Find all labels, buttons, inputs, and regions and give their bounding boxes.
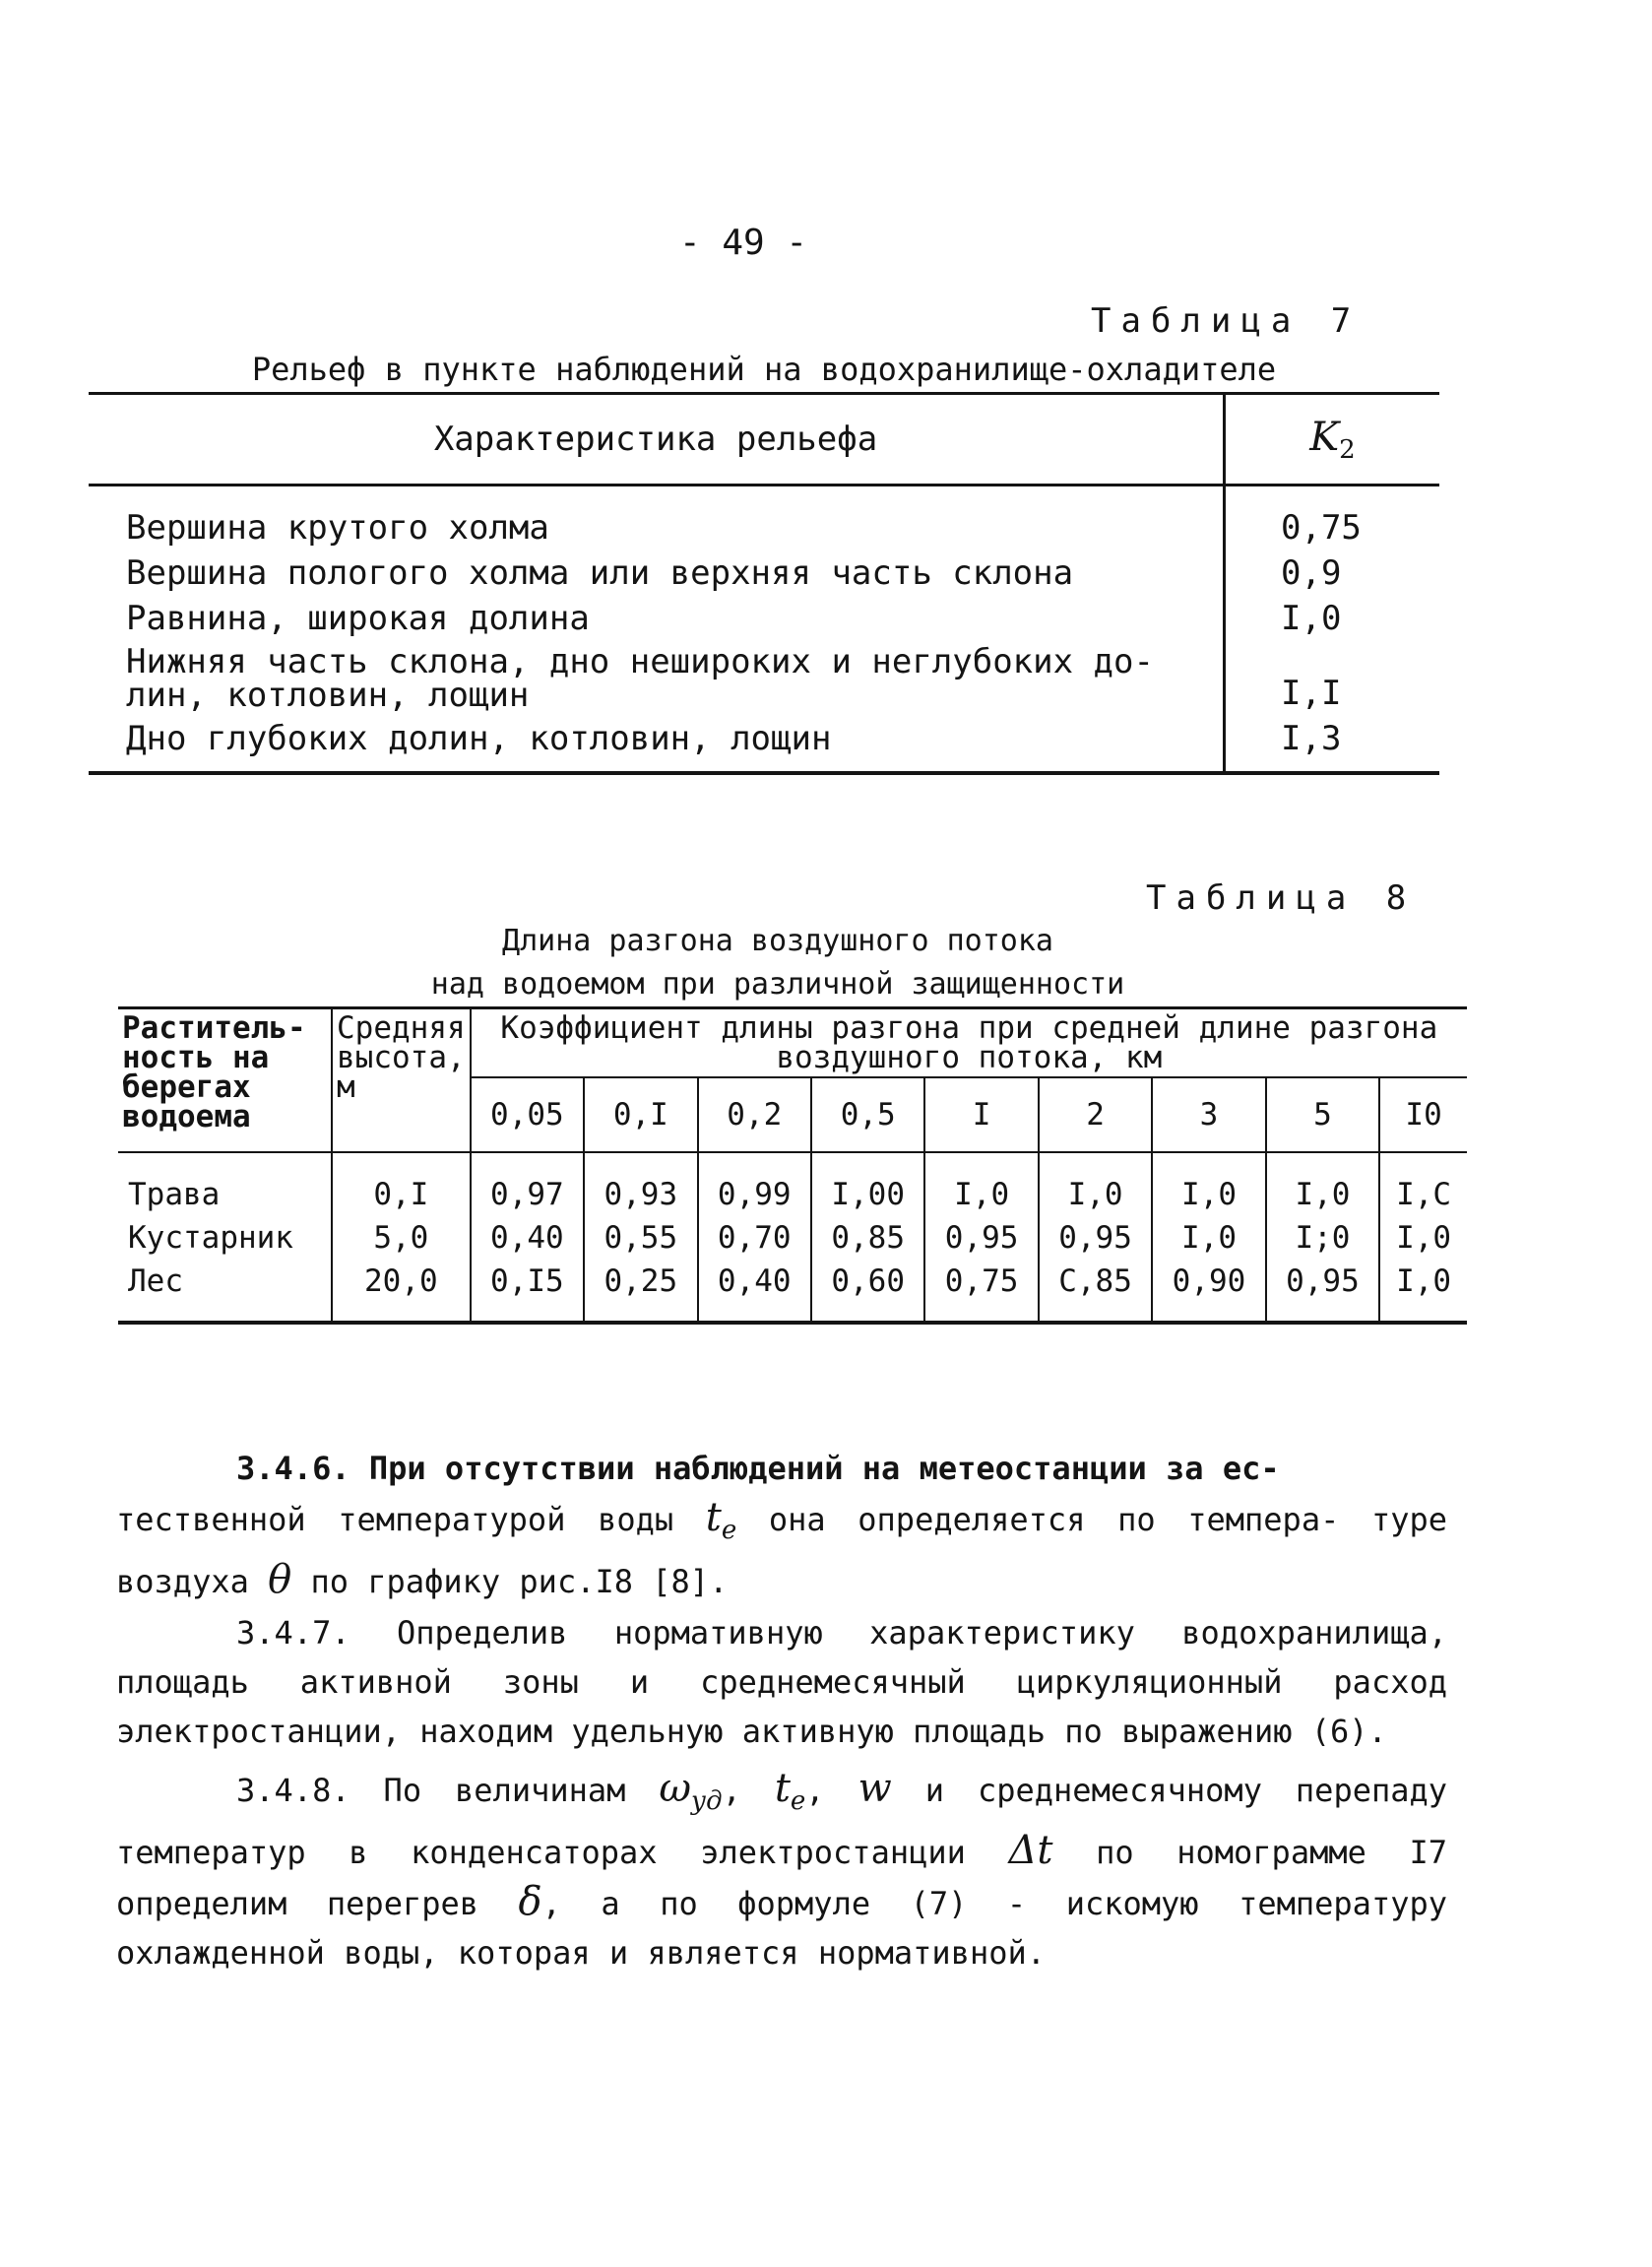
- table7-title: Рельеф в пункте наблюдений на водохранилище-охладителе: [251, 351, 1277, 388]
- table-row: [89, 551, 1439, 596]
- coef-value: 0,70: [698, 1216, 811, 1260]
- coef-value: 0,97: [471, 1152, 584, 1216]
- height-value: 0,I: [332, 1152, 471, 1216]
- header-distance: 5: [1266, 1077, 1379, 1152]
- sym-omega: ω: [659, 1766, 692, 1811]
- para1-text-c: она определяется по темпера-: [768, 1501, 1340, 1538]
- coef-value: 0,75: [924, 1260, 1038, 1323]
- header-distance: I0: [1379, 1077, 1467, 1152]
- header-distance: 0,I: [584, 1077, 697, 1152]
- coef-value: 0,95: [1266, 1260, 1379, 1323]
- specific-area-symbol: [659, 1766, 723, 1816]
- table-row: [89, 596, 1439, 641]
- sym-t: t: [705, 1495, 722, 1540]
- header-distance: 2: [1039, 1077, 1152, 1152]
- air-temp-symbol: θ: [268, 1557, 292, 1602]
- header-height: Средняя высота, м: [332, 1008, 471, 1153]
- water-temp-symbol: [774, 1766, 806, 1816]
- table7-caption: Таблица 7: [1091, 301, 1362, 341]
- coef-value: I,0: [1039, 1152, 1152, 1216]
- header-distance: 0,05: [471, 1077, 584, 1152]
- relief-k: 0,75: [1225, 486, 1440, 551]
- coef-value: I,0: [1152, 1152, 1265, 1216]
- height-value: 5,0: [332, 1216, 471, 1260]
- fetch-length-table: [118, 1006, 1467, 1325]
- sym-omega-sub: уд: [691, 1786, 723, 1816]
- para3-text-c: по номограмме I7 определим перегрев: [116, 1834, 1448, 1922]
- table-row: [89, 486, 1439, 551]
- coef-value: I,0: [924, 1152, 1038, 1216]
- para1-rest: [116, 1495, 1448, 1602]
- comma: ,: [805, 1772, 825, 1809]
- water-temp-symbol: [705, 1495, 737, 1545]
- header-vegetation: Раститель- ность на берегах водоема: [118, 1008, 332, 1153]
- coef-value: I,C: [1379, 1152, 1467, 1216]
- page-number: - 49 -: [679, 223, 808, 263]
- table8-title-line2: над водоемом при различной защищенности: [430, 967, 1125, 1002]
- overheat-symbol: δ: [518, 1879, 542, 1924]
- coef-value: 0,95: [1039, 1216, 1152, 1260]
- sym-t-sub: e: [721, 1516, 737, 1545]
- coef-value: 0,I5: [471, 1260, 584, 1323]
- header-k2: [1225, 394, 1440, 486]
- paragraph-3-4-6: [116, 1444, 1447, 1606]
- vegetation-name: Трава: [118, 1152, 332, 1216]
- coef-value: I;0: [1266, 1216, 1379, 1260]
- para1-line1: 3.4.6. При отсутствии наблюдений на метеостанции за ес-: [236, 1450, 1280, 1487]
- coef-value: 0,40: [698, 1260, 811, 1323]
- coef-value: 0,55: [584, 1216, 697, 1260]
- para1-text-e: по графику рис.I8 [8].: [310, 1563, 729, 1600]
- relief-char: Равнина, широкая долина: [126, 598, 590, 638]
- coef-value: 0,60: [811, 1260, 924, 1323]
- coef-value: 0,95: [924, 1216, 1038, 1260]
- relief-table: [89, 392, 1439, 775]
- coef-value: 0,85: [811, 1216, 924, 1260]
- comma: ,: [722, 1772, 741, 1809]
- table-row: [118, 1260, 1467, 1323]
- coef-value: I,0: [1152, 1216, 1265, 1260]
- coef-value: 0,93: [584, 1152, 697, 1216]
- vegetation-name: Лес: [118, 1260, 332, 1323]
- table-row: [118, 1152, 1467, 1216]
- coef-value: C,85: [1039, 1260, 1152, 1323]
- header-distance: 3: [1152, 1077, 1265, 1152]
- table8-caption: Таблица 8: [1146, 878, 1417, 918]
- height-value: 20,0: [332, 1260, 471, 1323]
- relief-k: I,0: [1225, 596, 1440, 641]
- coef-value: 0,25: [584, 1260, 697, 1323]
- paragraph-3-4-7: 3.4.7. Определив нормативную характеристику водохранилища, площадь активной зоны и среднемесячный циркуляционный расход электростанции, находим удельную активную площадь по выражению (6).: [116, 1614, 1447, 1750]
- relief-char: Вершина крутого холма: [126, 507, 549, 548]
- header-relief-characteristic: Характеристика рельефа: [89, 394, 1225, 486]
- coef-value: 0,99: [698, 1152, 811, 1216]
- table8-title-line1: Длина разгона воздушного потока: [502, 924, 1053, 958]
- coef-value: I,00: [811, 1152, 924, 1216]
- header-k-sub: 2: [1339, 434, 1356, 465]
- body-text: [116, 1444, 1447, 1977]
- para3-text-a: 3.4.8. По величинам: [236, 1772, 626, 1809]
- coef-value: 0,90: [1152, 1260, 1265, 1323]
- delta-t-symbol: Δt: [1008, 1828, 1053, 1873]
- header-distance: 0,5: [811, 1077, 924, 1152]
- table-row: [89, 716, 1439, 773]
- vegetation-name: Кустарник: [118, 1216, 332, 1260]
- flow-symbol: w: [858, 1766, 892, 1811]
- coef-value: I,0: [1379, 1216, 1467, 1260]
- relief-k: I,3: [1225, 716, 1440, 773]
- relief-k: I,I: [1225, 641, 1440, 716]
- relief-k: 0,9: [1225, 551, 1440, 596]
- para3-text-b: и среднемесячному перепаду температур в конденсаторах электростанции: [116, 1772, 1448, 1871]
- relief-char: Вершина пологого холма или верхняя часть склона: [126, 552, 1074, 593]
- para1-text-d: туре воздуха: [116, 1501, 1448, 1600]
- relief-char: Нижняя часть склона, дно неширокиx и неглубоких до- лин, котловин, лощин: [126, 641, 1154, 715]
- sym-t: t: [774, 1766, 791, 1811]
- table-row: [118, 1216, 1467, 1260]
- para1-text-b: тественной температурой воды: [116, 1501, 674, 1538]
- coef-value: I,0: [1266, 1152, 1379, 1216]
- coef-value: 0,40: [471, 1216, 584, 1260]
- para3-text-d: , а по формуле (7) - искомую температуру охлажденной воды, которая и является нормативной.: [116, 1885, 1448, 1972]
- coef-value: I,0: [1379, 1260, 1467, 1323]
- header-coefficient: Коэффициент длины разгона при средней длине разгона воздушного потока, км: [471, 1008, 1467, 1078]
- sym-t-sub: e: [790, 1786, 806, 1816]
- relief-char: Дно глубоких долин, котловин, лощин: [89, 716, 1225, 773]
- paragraph-3-4-8: [116, 1764, 1447, 1977]
- table-row: [89, 641, 1439, 716]
- header-distance: 0,2: [698, 1077, 811, 1152]
- header-k-main: K: [1309, 414, 1340, 460]
- header-distance: I: [924, 1077, 1038, 1152]
